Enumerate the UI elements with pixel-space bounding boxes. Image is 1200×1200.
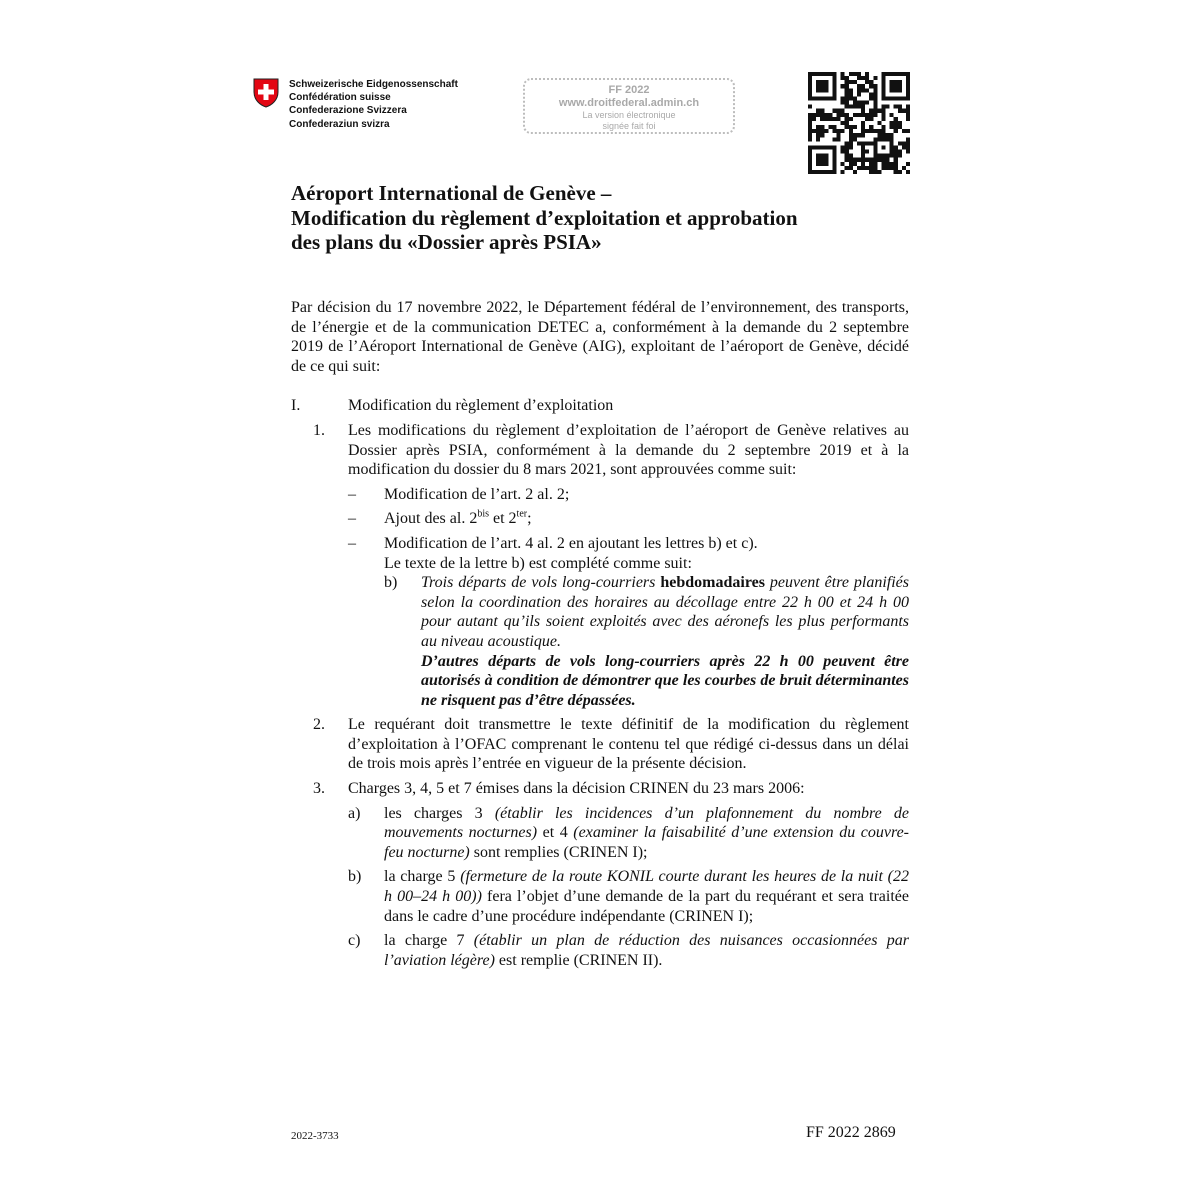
bullet-1-text: Modification de l’art. 2 al. 2; (384, 485, 570, 503)
item-1-text: Les modifications du règlement d’exploitation de l’aéroport de Genève relatives au Dossier après PSIA, conformément à la demande du 2 septembre 2019 et à la modification du dossier du 8 mars 2021, sont approuvées comme suit: (348, 421, 909, 479)
item-3a-t3: sont remplies (CRINEN I); (469, 843, 648, 861)
item-3a-text (384, 804, 909, 863)
item-3c-text (384, 931, 909, 970)
document-number: 2022-3733 (291, 1130, 339, 1142)
letter-b-amendment (291, 573, 909, 710)
bullet-3-line-1: Modification de l’art. 4 al. 2 en ajoutant les lettres b) et c). (384, 534, 758, 552)
list-item (291, 534, 909, 573)
item-3b-t1: la charge 5 (384, 868, 461, 886)
document-body (291, 298, 909, 970)
item-1-number: 1. (313, 421, 325, 439)
item-3c-i1: (établir un plan de réduction des nuisances occasionnées par l’aviation légère) (384, 932, 910, 969)
electronic-signature-stamp (523, 78, 735, 134)
item-3c-label: c) (348, 932, 361, 950)
item-3c-t1: la charge 7 (384, 932, 474, 950)
title-line-2: Modification du règlement d’exploitation et approbation (291, 205, 798, 230)
item-2-text: Le requérant doit transmettre le texte définitif de la modification du règlement d’exploitation à l’OFAC comprenant le contenu tel que rédigé ci-dessus dans un délai de trois mois après l’entrée en vigueur de la présente décision. (348, 716, 909, 773)
item-1 (291, 421, 909, 480)
item-3b-label: b) (348, 868, 362, 886)
stamp-publication: FF 2022 (608, 84, 650, 96)
dash-bullet: – (348, 485, 356, 503)
item-3b-t2: fera l’objet d’une demande de la part du requérant et sera traitée dans le cadre d’une procédure indépendante (CRINEN I); (384, 888, 909, 925)
item-3-text: Charges 3, 4, 5 et 7 émises dans la décision CRINEN du 23 mars 2006: (348, 780, 805, 798)
item-3b-i1: (fermeture de la route KONIL courte durant les heures de la nuit (22 h 00–24 h 00)) (384, 868, 909, 906)
bullet-2-text (384, 509, 909, 529)
document-title (291, 181, 911, 255)
section-heading (291, 396, 909, 416)
bullet-2-prefix: Ajout des al. 2 (384, 510, 478, 528)
section-title: Modification du règlement d’exploitation (348, 397, 614, 415)
confederation-line-it: Confederazione Svizzera (289, 105, 407, 117)
list-item (291, 804, 909, 863)
item-3a-i1: (établir les incidences d’un plafonnement du nombre de mouvements nocturnes) (384, 804, 909, 842)
letter-b-text-b: peuvent être planifiés selon la coordination des horaires au décollage entre 22 h 00 et 24 h 00 pour autant qu’ils soient exploités avec des aéronefs les plus performants au niveau acoustique. (421, 574, 910, 650)
letter-b-bold-word: hebdomadaires (660, 574, 765, 592)
title-line-1: Aéroport International de Genève – (291, 181, 612, 205)
item-2-number: 2. (313, 716, 325, 734)
bullet-2-sup-bis: bis (477, 509, 489, 521)
letter-b-text-a: Trois départs de vols long-courriers (421, 574, 661, 592)
confederation-line-fr: Confédération suisse (289, 92, 391, 104)
item-3-number: 3. (313, 780, 325, 798)
bullet-2-mid: et 2 (489, 510, 517, 528)
stamp-note-1: La version électronique (582, 110, 676, 120)
letter-b-label: b) (384, 574, 398, 592)
item-3a-label: a) (348, 804, 361, 822)
intro-paragraph: Par décision du 17 novembre 2022, le Département fédéral de l’environnement, des transports, de l’énergie et de la communication DETEC a, conformément à la demande du 2 septembre 2019 de l’Aéroport International de Genève (AIG), exploitant de l’aéroport de Genève, décidé de ce qui suit: (291, 299, 909, 375)
list-item (291, 485, 909, 505)
section-number: I. (291, 397, 301, 415)
confederation-line-rm: Confederaziun svizra (289, 118, 390, 130)
item-3a-t1: les charges 3 (384, 804, 495, 822)
swiss-crest-icon (253, 78, 279, 108)
bullet-3-text (384, 534, 909, 573)
list-item (291, 867, 909, 926)
qr-code-icon (808, 72, 910, 174)
letter-b-text (421, 573, 909, 651)
item-2 (291, 715, 909, 774)
list-item (291, 931, 909, 970)
confederation-line-de: Schweizerische Eidgenossenschaft (289, 79, 458, 90)
stamp-url: www.droitfederal.admin.ch (558, 97, 700, 109)
stamp-note-2: signée fait foi (602, 121, 656, 131)
ff-page-reference: FF 2022 2869 (806, 1124, 896, 1141)
bullet-3-line-2: Le texte de la lettre b) est complété comme suit: (384, 554, 692, 572)
item-3a-t2: et 4 (537, 824, 574, 842)
confederation-name-block (289, 78, 458, 131)
dash-bullet: – (348, 534, 356, 552)
bullet-2-suffix: ; (527, 510, 532, 528)
item-3 (291, 779, 909, 799)
dash-bullet: – (348, 510, 356, 528)
item-3a-i2: (examiner la faisabilité d’une extension du couvre-feu nocturne) (384, 824, 910, 861)
item-3b-text (384, 867, 909, 926)
list-item (291, 509, 909, 529)
letter-b-bold-paragraph: D’autres départs de vols long-courriers après 22 h 00 peuvent être autorisés à condition de démontrer que les courbes de bruit déterminantes ne risquent pas d’être dépassées. (421, 652, 909, 709)
title-line-3: des plans du «Dossier après PSIA» (291, 230, 602, 254)
bullet-2-sup-ter: ter (516, 509, 528, 521)
item-3c-t2: est remplie (CRINEN II). (494, 951, 663, 969)
